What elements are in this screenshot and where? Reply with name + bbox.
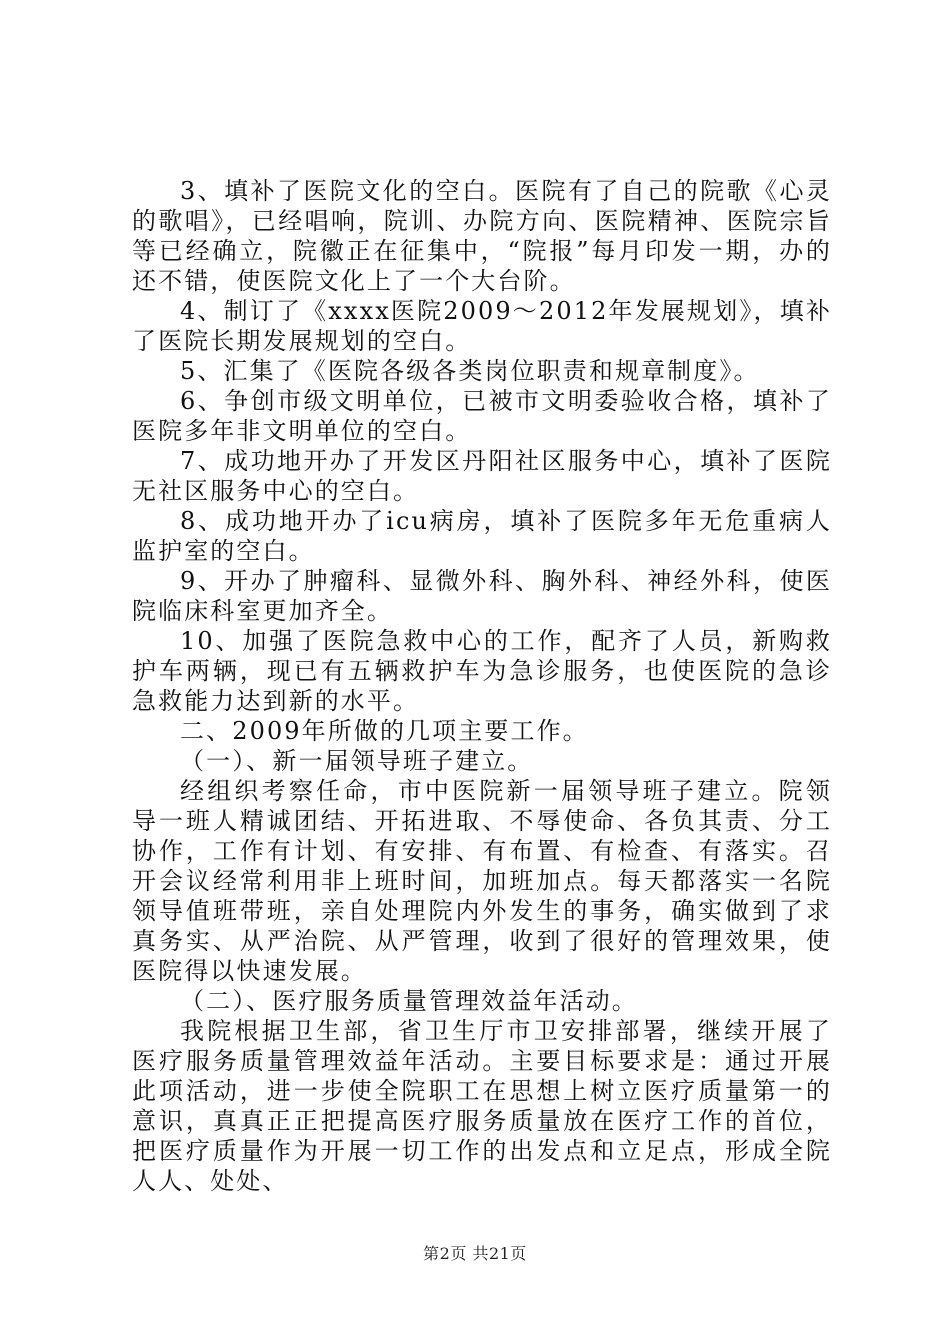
paragraph-item-4: 4、制订了《xxxx医院2009～2012年发展规划》，填补了医院长期发展规划的空白。 — [132, 297, 832, 355]
paragraph-item-8: 8、成功地开办了icu病房，填补了医院多年无危重病人监护室的空白。 — [132, 507, 832, 565]
paragraph-item-10: 10、加强了医院急救中心的工作，配齐了人员，新购救护车两辆，现已有五辆救护车为急诊服务，也使医院的急诊急救能力达到新的水平。 — [132, 627, 832, 715]
subsection-heading-2: （二）、医疗服务质量管理效益年活动。 — [180, 987, 638, 1015]
subsection-heading-1: （一）、新一届领导班子建立。 — [180, 747, 534, 775]
page-number-footer: 第2页 共21页 — [423, 1244, 527, 1263]
section-heading-2: 二、2009年所做的几项主要工作。 — [180, 717, 589, 745]
paragraph-item-9: 9、开办了肿瘤科、显微外科、胸外科、神经外科，使医院临床科室更加齐全。 — [132, 567, 832, 625]
paragraph-item-7: 7、成功地开办了开发区丹阳社区服务中心，填补了医院无社区服务中心的空白。 — [132, 447, 832, 505]
document-body — [132, 176, 832, 1196]
paragraph-item-5: 5、汇集了《医院各级各类岗位职责和规章制度》。 — [180, 357, 760, 385]
paragraph-item-6: 6、争创市级文明单位，已被市文明委验收合格，填补了医院多年非文明单位的空白。 — [132, 387, 832, 445]
paragraph-leadership: 经组织考察任命，市中医院新一届领导班子建立。院领导一班人精诚团结、开拓进取、不辱使命、各负其责、分工协作，工作有计划、有安排、有布置、有检查、有落实。召开会议经常利用非上班时间，加班加点。每天都落实一名院领导值班带班，亲自处理院内外发生的事务，确实做到了求真务实、从严治院、从严管理，收到了很好的管理效果，使医院得以快速发展。 — [132, 777, 832, 985]
paragraph-quality-activity: 我院根据卫生部，省卫生厅市卫安排部署，继续开展了医疗服务质量管理效益年活动。主要目标要求是：通过开展此项活动，进一步使全院职工在思想上树立医疗质量第一的意识，真真正正把提高医疗服务质量放在医疗工作的首位，把医疗质量作为开展一切工作的出发点和立足点，形成全院人人、处处、 — [132, 1017, 832, 1195]
paragraph-item-3: 3、填补了医院文化的空白。医院有了自己的院歌《心灵的歌唱》，已经唱响，院训、办院方向、医院精神、医院宗旨等已经确立，院徽正在征集中，“院报”每月印发一期，办的还不错，使医院文化上了一个大台阶。 — [132, 177, 832, 295]
